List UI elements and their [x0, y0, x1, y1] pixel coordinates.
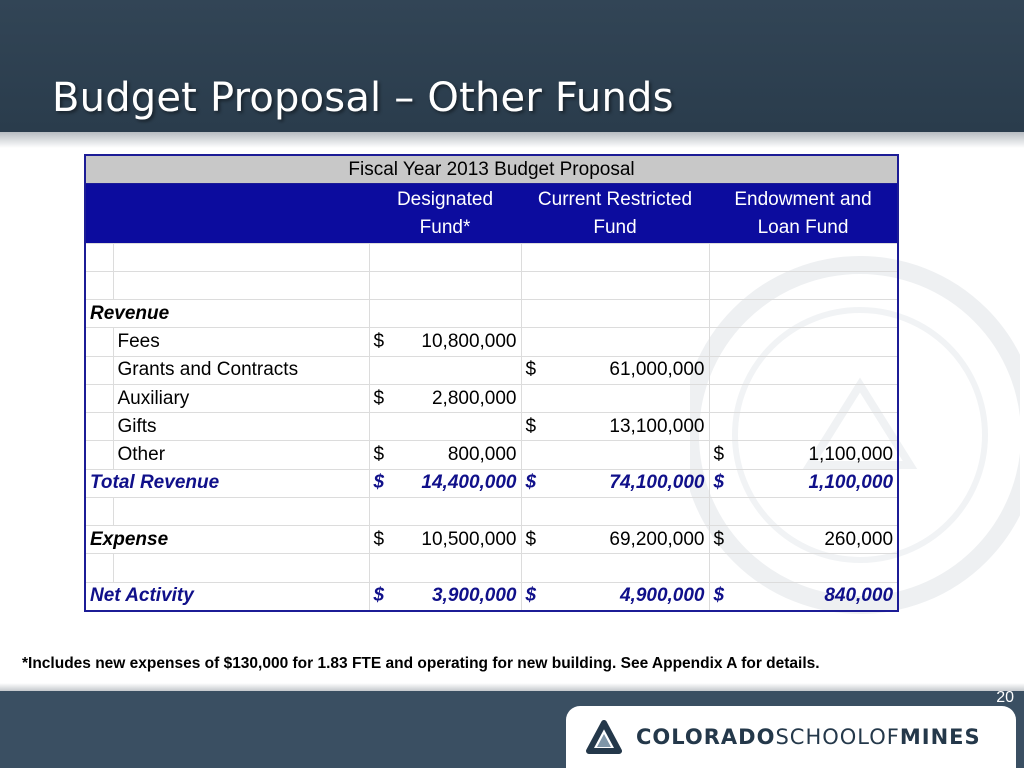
cell-value: 2,800,000 [431, 387, 517, 409]
expense-label: Expense [85, 526, 369, 554]
cell-value: 1,100,000 [808, 444, 894, 466]
cell-value: 14,400,000 [421, 472, 517, 494]
row-label: Grants and Contracts [113, 356, 369, 384]
slide-title: Budget Proposal – Other Funds [52, 75, 674, 121]
spacer-row [85, 497, 898, 525]
column-header-row [85, 184, 898, 244]
budget-table [84, 154, 899, 612]
table-row: Grants and Contracts $ 61,000,000 [85, 356, 898, 384]
footer-divider [0, 683, 1024, 691]
cell-value: 74,100,000 [609, 472, 705, 494]
spacer-row [85, 554, 898, 582]
expense-row: Expense $ 10,500,000 $ 69,200,000 $ 260,000 [85, 526, 898, 554]
spacer-row [85, 272, 898, 300]
cell-value: 61,000,000 [609, 359, 705, 381]
cell-value: 3,900,000 [431, 585, 517, 607]
cell-value: 4,900,000 [619, 585, 705, 607]
cell-value: 13,100,000 [609, 415, 705, 437]
total-revenue-label: Total Revenue [85, 469, 369, 497]
cell-value: 840,000 [824, 585, 894, 607]
net-activity-row: Net Activity $ 3,900,000 $ 4,900,000 $ 840,000 [85, 582, 898, 611]
row-label: Fees [113, 328, 369, 356]
page-number: 20 [996, 689, 1014, 706]
net-activity-label: Net Activity [85, 582, 369, 611]
table-row: Auxiliary $ 2,800,000 [85, 384, 898, 412]
mines-triangle-icon [586, 720, 622, 756]
row-label: Other [113, 441, 369, 469]
row-label: Auxiliary [113, 384, 369, 412]
cell-value: 69,200,000 [609, 528, 705, 550]
cell-value: 10,500,000 [421, 528, 517, 550]
header-blank [85, 184, 369, 244]
header-divider [0, 132, 1024, 148]
total-revenue-row: Total Revenue $ 14,400,000 $ 74,100,000 $ 1,100,000 [85, 469, 898, 497]
column-header-restricted: Current Restricted Fund [521, 184, 709, 244]
cell-value: 800,000 [447, 444, 517, 466]
revenue-section-row [85, 300, 898, 328]
table-caption: Fiscal Year 2013 Budget Proposal [85, 155, 898, 184]
table-row: Fees $ 10,800,000 [85, 328, 898, 356]
cell-value: 10,800,000 [421, 331, 517, 353]
revenue-label: Revenue [85, 300, 369, 328]
column-header-endowment: Endowment and Loan Fund [709, 184, 898, 244]
school-logo [566, 706, 1016, 768]
row-label: Gifts [113, 413, 369, 441]
table-row: Gifts $ 13,100,000 [85, 413, 898, 441]
table-row: Other $ 800,000 $ 1,100,000 [85, 441, 898, 469]
table-caption-row [85, 155, 898, 184]
cell-value: 1,100,000 [808, 472, 894, 494]
cell-value: 260,000 [824, 528, 894, 550]
logo-wordmark: COLORADOSCHOOLOFMINES [636, 725, 981, 749]
column-header-designated: Designated Fund* [369, 184, 521, 244]
footnote: *Includes new expenses of $130,000 for 1.83 FTE and operating for new building. See Appendix A for details. [22, 655, 820, 672]
spacer-row [85, 243, 898, 271]
